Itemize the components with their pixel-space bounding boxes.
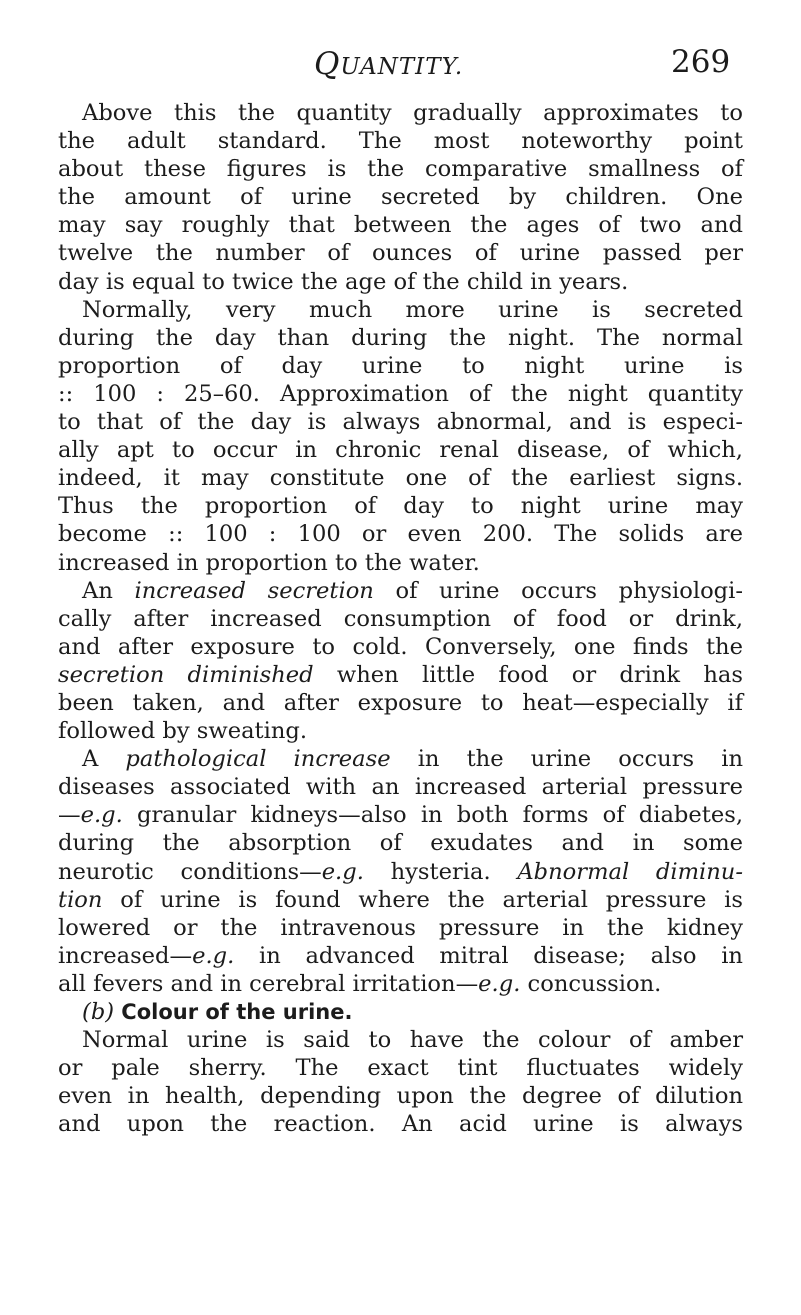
- text-line: [58, 577, 743, 605]
- text-line: during the absorption of exudates and in some: [58, 830, 743, 857]
- text-line: cally after increased consumption of food or drink,: [58, 605, 743, 632]
- italic-run: (b): [82, 999, 115, 1025]
- text-run: when little food or drink has: [313, 661, 744, 688]
- running-title: [314, 46, 463, 82]
- running-head: [0, 44, 801, 94]
- text-line: [58, 858, 743, 886]
- italic-run: e.g.: [478, 970, 521, 997]
- italic-run: e.g.: [80, 802, 123, 829]
- text-run: neurotic conditions—: [58, 858, 322, 885]
- text-line: :: 100 : 25–60. Approximation of the night quantity: [58, 380, 743, 407]
- text-run: concussion.: [520, 970, 662, 997]
- text-line: proportion of day urine to night urine is: [58, 352, 743, 379]
- text-line: Normal urine is said to have the colour of amber: [82, 1027, 743, 1054]
- page-number: 269: [671, 44, 731, 80]
- text-run: granular kidneys—also in both forms of diabetes,: [122, 802, 743, 829]
- italic-run: e.g.: [321, 858, 364, 885]
- text-run: —: [58, 802, 81, 829]
- text-line: [58, 970, 743, 998]
- italic-run: tion: [58, 886, 103, 913]
- text-line: increased in proportion to the water.: [58, 549, 480, 576]
- text-run: all fevers and in cerebral irritation—: [58, 970, 479, 997]
- text-run: An: [82, 577, 135, 604]
- text-line: twelve the number of ounces of urine passed per: [58, 240, 743, 267]
- text-run: increased—: [58, 942, 193, 969]
- text-run: in the urine occurs in: [390, 746, 743, 773]
- text-line: ally apt to occur in chronic renal disease, of which,: [58, 437, 743, 464]
- text-line: and after exposure to cold. Conversely, one finds the: [58, 633, 743, 660]
- text-line: [58, 745, 743, 773]
- italic-run: e.g.: [192, 942, 235, 969]
- running-title-rest: UANTITY.: [340, 54, 464, 80]
- text-run: in advanced mitral disease; also in: [234, 942, 743, 969]
- text-line: and upon the reaction. An acid urine is always: [58, 1111, 743, 1138]
- text-line: become :: 100 : 100 or even 200. The solids are: [58, 521, 743, 548]
- text-line: [58, 942, 743, 970]
- text-line: day is equal to twice the age of the child in years.: [58, 268, 629, 295]
- text-line: [58, 661, 743, 689]
- text-line: Thus the proportion of day to night urine may: [58, 493, 743, 520]
- text-line: followed by sweating.: [58, 718, 308, 745]
- text-line: Normally, very much more urine is secreted: [82, 296, 743, 323]
- italic-run: increased secretion: [134, 577, 374, 604]
- italic-run: Abnormal diminu-: [517, 858, 743, 885]
- section-heading: Colour of the urine.: [121, 1000, 353, 1024]
- text-line: [58, 998, 743, 1026]
- italic-run: secretion diminished: [58, 661, 314, 688]
- text-line: been taken, and after exposure to heat—especially if: [58, 689, 743, 716]
- text-line: diseases associated with an increased arterial pressure: [58, 774, 743, 801]
- text-line: about these figures is the comparative smallness of: [58, 156, 743, 183]
- text-run: of urine occurs physiologi-: [373, 577, 743, 604]
- italic-run: pathological increase: [125, 746, 391, 773]
- text-line: indeed, it may constitute one of the earliest signs.: [58, 465, 743, 492]
- text-line: [58, 801, 743, 829]
- text-line: may say roughly that between the ages of two and: [58, 212, 743, 239]
- text-line: the amount of urine secreted by children. One: [58, 184, 743, 211]
- text-run: of urine is found where the arterial pressure is: [102, 886, 743, 913]
- text-line: [58, 886, 743, 914]
- text-line: the adult standard. The most noteworthy point: [58, 128, 743, 155]
- text-line: to that of the day is always abnormal, and is especi-: [58, 409, 743, 436]
- text-line: even in health, depending upon the degree of dilution: [58, 1083, 743, 1110]
- body-text: [58, 99, 743, 1138]
- text-line: during the day than during the night. The normal: [58, 324, 743, 351]
- running-title-initial: Q: [314, 46, 341, 82]
- text-run: hysteria.: [363, 858, 518, 885]
- text-line: or pale sherry. The exact tint fluctuates widely: [58, 1055, 743, 1082]
- text-run: A: [82, 746, 126, 773]
- text-line: Above this the quantity gradually approximates to: [82, 100, 743, 126]
- text-line: lowered or the intravenous pressure in the kidney: [58, 914, 743, 941]
